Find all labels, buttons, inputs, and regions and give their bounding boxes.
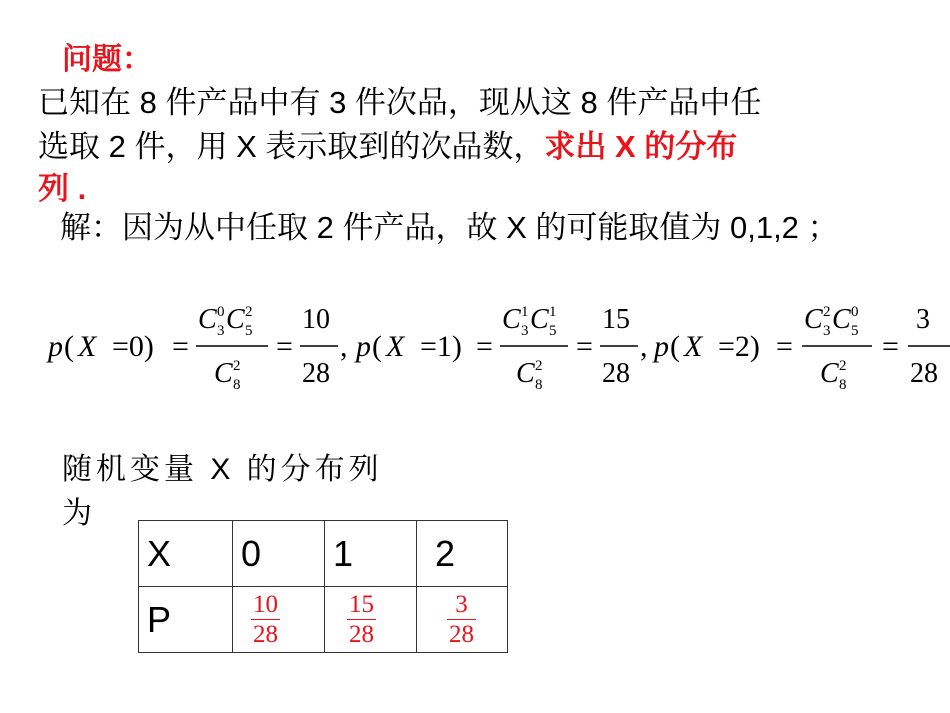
formula-x-0 — [46, 304, 348, 393]
svg-text:15: 15 — [602, 304, 630, 335]
table-cell-prob — [233, 587, 325, 653]
svg-text:=1): =1) — [420, 330, 462, 363]
question-heading: 问题： — [62, 43, 152, 76]
formula-1-val: =0) — [112, 330, 154, 363]
svg-text:28: 28 — [910, 358, 938, 389]
svg-text:,: , — [340, 330, 348, 363]
problem-line-2 — [38, 126, 737, 168]
svg-text:28: 28 — [602, 358, 630, 389]
svg-text:=: = — [882, 330, 899, 363]
distribution-label: 随机变量 X 的分布列 — [62, 453, 383, 486]
prob-denominator: 28 — [253, 621, 278, 648]
prob-fraction — [447, 590, 476, 649]
svg-text:C: C — [502, 304, 521, 335]
table-row — [139, 521, 508, 587]
table-cell: 1 — [325, 521, 417, 587]
problem-ask-red: 求出 X 的分布 — [544, 129, 738, 164]
svg-text:p: p — [356, 330, 371, 363]
problem-line-1: 已知在 8 件产品中有 3 件次品，现从这 8 件产品中任 — [38, 85, 762, 120]
svg-text:3: 3 — [217, 323, 225, 339]
svg-text:C: C — [530, 304, 549, 335]
svg-text:,: , — [640, 330, 648, 363]
prob-denominator: 28 — [349, 621, 374, 648]
svg-text:=2): =2) — [718, 330, 760, 363]
svg-text:C: C — [820, 358, 839, 389]
formula-x-2 — [652, 304, 950, 393]
svg-text:(: ( — [670, 330, 680, 363]
svg-text:2: 2 — [245, 304, 253, 320]
prob-fraction — [251, 590, 280, 649]
svg-text:C: C — [516, 358, 535, 389]
svg-text:(: ( — [372, 330, 382, 363]
table-cell-prob — [417, 587, 508, 653]
svg-text:C: C — [214, 358, 233, 389]
svg-text:=: = — [776, 330, 793, 363]
table-cell-prob — [325, 587, 417, 653]
prob-fraction — [347, 590, 376, 649]
prob-numerator: 10 — [253, 591, 278, 618]
svg-text:C: C — [832, 304, 851, 335]
svg-text:p: p — [654, 330, 669, 363]
formula-1-x: X — [78, 330, 97, 363]
svg-text:5: 5 — [851, 323, 859, 339]
prob-numerator: 3 — [447, 590, 476, 620]
svg-text:2: 2 — [839, 358, 847, 374]
distribution-label-cont: 为 — [62, 497, 92, 530]
svg-text:1: 1 — [521, 304, 529, 320]
svg-text:1: 1 — [549, 304, 557, 320]
svg-text:C: C — [804, 304, 823, 335]
svg-text:8: 8 — [535, 377, 543, 393]
svg-text:0: 0 — [851, 304, 859, 320]
svg-text:=: = — [476, 330, 493, 363]
prob-denominator: 28 — [449, 621, 474, 648]
svg-text:X: X — [684, 330, 703, 363]
problem-line-3: 列 . — [38, 171, 87, 206]
svg-text:2: 2 — [823, 304, 831, 320]
svg-text:=: = — [172, 330, 189, 363]
table-row — [139, 587, 508, 653]
svg-text:2: 2 — [535, 358, 543, 374]
svg-text:=: = — [576, 330, 593, 363]
svg-text:28: 28 — [302, 358, 330, 389]
probability-formulas — [0, 290, 950, 400]
svg-text:(: ( — [64, 330, 74, 363]
svg-text:3: 3 — [521, 323, 529, 339]
table-cell: 2 — [417, 521, 508, 587]
svg-text:X: X — [386, 330, 405, 363]
prob-numerator: 15 — [349, 591, 374, 618]
svg-text:10: 10 — [302, 304, 330, 335]
svg-text:8: 8 — [233, 377, 241, 393]
table-cell-header-x: X — [139, 521, 233, 587]
solution-text: 解：因为从中任取 2 件产品，故 X 的可能取值为 0,1,2 ； — [60, 210, 839, 245]
svg-text:=: = — [276, 330, 293, 363]
svg-text:8: 8 — [839, 377, 847, 393]
svg-text:5: 5 — [549, 323, 557, 339]
svg-text:C: C — [226, 304, 245, 335]
svg-text:3: 3 — [823, 323, 831, 339]
svg-text:2: 2 — [233, 358, 241, 374]
svg-text:3: 3 — [916, 304, 930, 335]
svg-text:5: 5 — [245, 323, 253, 339]
formula-1-p: p — [48, 330, 63, 363]
svg-text:C: C — [198, 304, 217, 335]
distribution-table — [138, 520, 508, 653]
problem-line-2-text: 选取 2 件，用 X 表示取到的次品数， — [38, 129, 545, 164]
formula-x-1 — [354, 304, 648, 393]
table-cell-header-p: P — [139, 587, 233, 653]
svg-text:0: 0 — [217, 304, 225, 320]
table-cell: 0 — [233, 521, 325, 587]
